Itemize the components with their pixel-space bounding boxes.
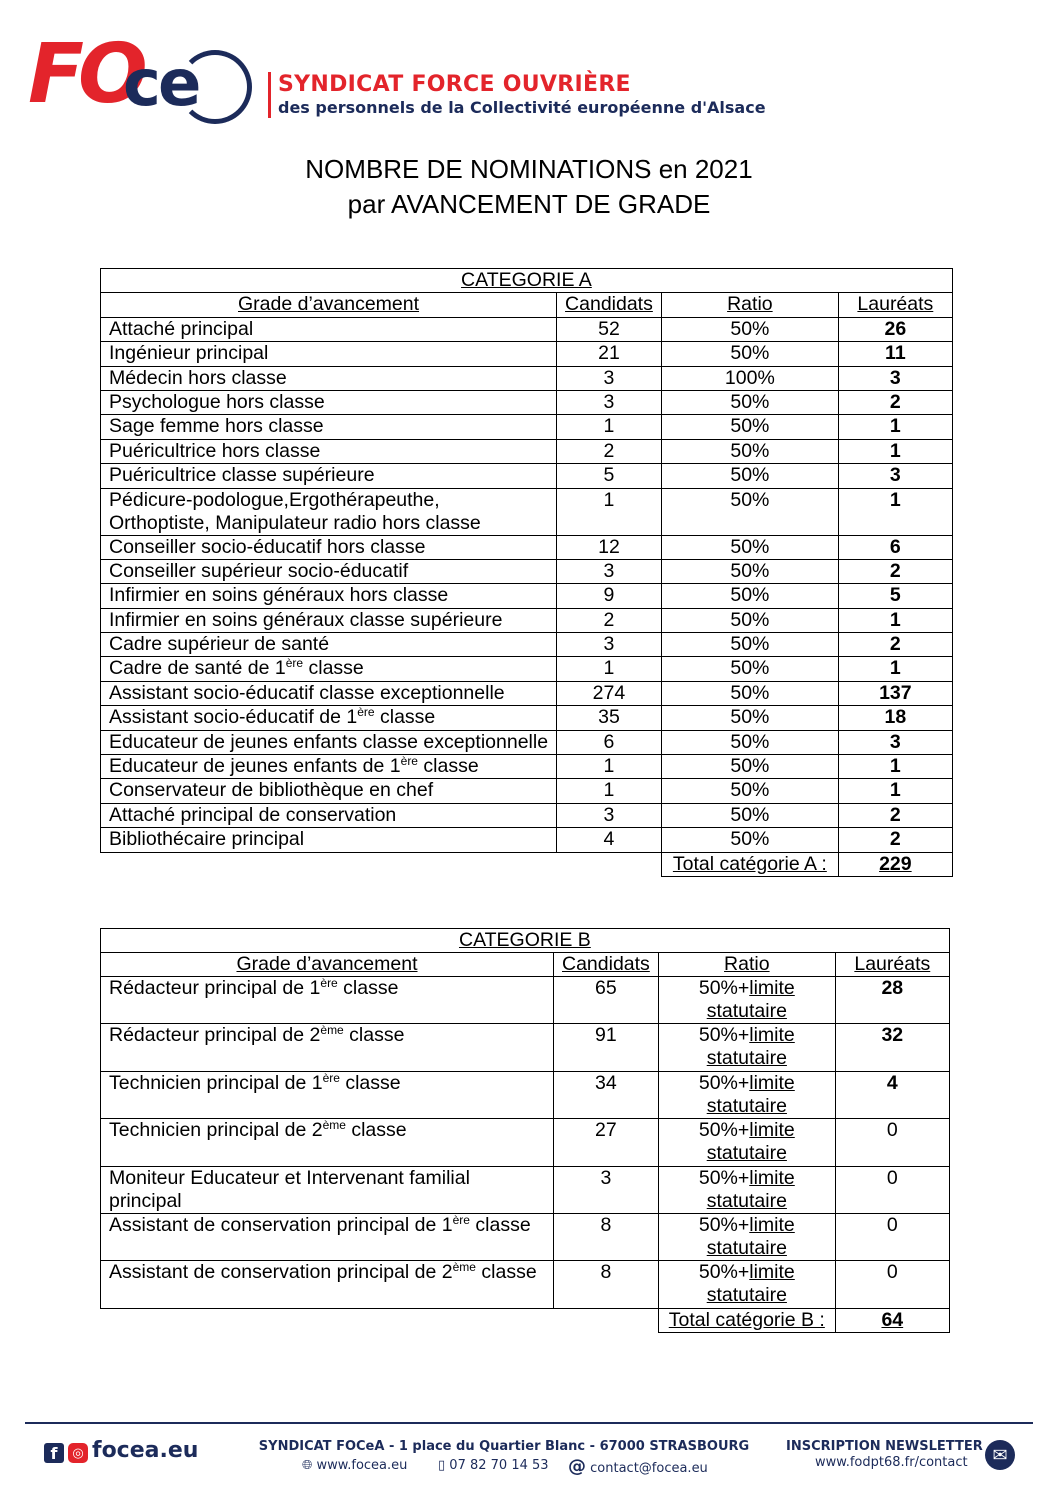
cell-ratio: 50%+limite statutaire	[658, 1213, 835, 1260]
cell-candidats: 27	[554, 1119, 659, 1166]
cell-candidats: 1	[557, 779, 662, 803]
cell-laureats: 5	[838, 584, 952, 608]
header-candidats: Candidats	[554, 953, 659, 977]
cell-grade: Educateur de jeunes enfants de 1ère classe	[101, 755, 557, 779]
facebook-icon[interactable]: f	[44, 1443, 64, 1463]
header-ratio: Ratio	[661, 293, 838, 317]
cell-ratio: 50%	[661, 464, 838, 488]
cell-laureats: 137	[838, 681, 952, 705]
page-title	[0, 152, 1058, 222]
footer-address: SYNDICAT FOCeA - 1 place du Quartier Blanc - 67000 STRASBOURG	[258, 1439, 750, 1454]
table-row	[101, 803, 953, 827]
cell-ratio: 50%	[661, 415, 838, 439]
cell-ratio: 50%	[661, 390, 838, 414]
table-row	[101, 584, 953, 608]
cell-ratio: 50%	[661, 657, 838, 681]
cell-grade: Assistant socio-éducatif de 1ère classe	[101, 706, 557, 730]
table-row	[101, 779, 953, 803]
cell-laureats: 0	[835, 1261, 949, 1308]
footer-email[interactable]: @ contact@focea.eu	[568, 1456, 708, 1477]
table-row	[101, 1261, 950, 1308]
at-icon: @	[568, 1456, 586, 1477]
table-row	[101, 1119, 950, 1166]
cell-candidats: 91	[554, 1024, 659, 1071]
table-a-title: CATEGORIE A	[101, 269, 953, 293]
cell-candidats: 1	[557, 415, 662, 439]
newsletter-label: INSCRIPTION NEWSLETTER	[786, 1439, 983, 1454]
cell-laureats: 1	[838, 657, 952, 681]
cell-candidats: 2	[557, 608, 662, 632]
globe-icon: 🌐︎	[302, 1458, 313, 1473]
cell-candidats: 3	[554, 1166, 659, 1213]
table-row	[101, 366, 953, 390]
table-row	[101, 633, 953, 657]
table-row	[101, 1166, 950, 1213]
cell-candidats: 65	[554, 977, 659, 1024]
cell-laureats: 3	[838, 464, 952, 488]
cell-ratio: 50%	[661, 803, 838, 827]
cell-laureats: 1	[838, 755, 952, 779]
title-line-1: NOMBRE DE NOMINATIONS en 2021	[305, 154, 753, 184]
cell-grade: Infirmier en soins généraux classe supérieure	[101, 608, 557, 632]
table-row	[101, 342, 953, 366]
cell-laureats: 4	[835, 1071, 949, 1118]
cell-ratio: 100%	[661, 366, 838, 390]
cell-grade: Technicien principal de 1ère classe	[101, 1071, 554, 1118]
cell-laureats: 11	[838, 342, 952, 366]
cell-laureats: 2	[838, 828, 952, 852]
table-row	[101, 657, 953, 681]
cell-laureats: 0	[835, 1119, 949, 1166]
table-categorie-a	[100, 268, 953, 877]
cell-candidats: 1	[557, 488, 662, 535]
mail-icon[interactable]: ✉	[985, 1440, 1015, 1470]
cell-grade: Conseiller supérieur socio-éducatif	[101, 559, 557, 583]
header-ratio: Ratio	[658, 953, 835, 977]
cell-grade: Attaché principal de conservation	[101, 803, 557, 827]
table-row	[101, 1071, 950, 1118]
cell-laureats: 2	[838, 559, 952, 583]
cell-laureats: 28	[835, 977, 949, 1024]
total-a-value: 229	[838, 852, 952, 876]
cell-grade: Ingénieur principal	[101, 342, 557, 366]
cell-candidats: 3	[557, 559, 662, 583]
table-row	[101, 730, 953, 754]
cell-laureats: 2	[838, 633, 952, 657]
union-name: SYNDICAT FORCE OUVRIÈRE	[278, 72, 631, 97]
cell-candidats: 2	[557, 439, 662, 463]
cell-laureats: 32	[835, 1024, 949, 1071]
cell-candidats: 34	[554, 1071, 659, 1118]
cell-grade: Infirmier en soins généraux hors classe	[101, 584, 557, 608]
cell-ratio: 50%	[661, 828, 838, 852]
cell-grade: Pédicure-podologue,Ergothérapeuthe, Orthoptiste, Manipulateur radio hors classe	[101, 488, 557, 535]
cell-candidats: 6	[557, 730, 662, 754]
cell-laureats: 3	[838, 730, 952, 754]
cell-ratio: 50%	[661, 559, 838, 583]
footer-divider	[25, 1422, 1033, 1424]
cell-grade: Assistant socio-éducatif classe exceptionnelle	[101, 681, 557, 705]
table-row	[101, 464, 953, 488]
table-row	[101, 415, 953, 439]
table-row	[101, 317, 953, 341]
cell-laureats: 26	[838, 317, 952, 341]
cell-grade: Puéricultrice hors classe	[101, 439, 557, 463]
cell-ratio: 50%+limite statutaire	[658, 977, 835, 1024]
cell-ratio: 50%	[661, 681, 838, 705]
cell-candidats: 12	[557, 535, 662, 559]
header-divider	[268, 72, 271, 118]
cell-ratio: 50%	[661, 633, 838, 657]
table-row	[101, 977, 950, 1024]
cell-ratio: 50%+limite statutaire	[658, 1261, 835, 1308]
cell-ratio: 50%	[661, 755, 838, 779]
header-grade: Grade d’avancement	[101, 293, 557, 317]
cell-grade: Cadre de santé de 1ère classe	[101, 657, 557, 681]
cell-laureats: 1	[838, 608, 952, 632]
table-row	[101, 755, 953, 779]
cell-candidats: 21	[557, 342, 662, 366]
table-row	[101, 535, 953, 559]
cell-candidats: 35	[557, 706, 662, 730]
table-row	[101, 828, 953, 852]
cell-laureats: 3	[838, 366, 952, 390]
cell-candidats: 8	[554, 1261, 659, 1308]
cell-ratio: 50%	[661, 608, 838, 632]
header-candidats: Candidats	[557, 293, 662, 317]
table-row	[101, 1024, 950, 1071]
cell-grade: Assistant de conservation principal de 1ère classe	[101, 1213, 554, 1260]
table-row	[101, 608, 953, 632]
cell-grade: Rédacteur principal de 1ère classe	[101, 977, 554, 1024]
table-row	[101, 439, 953, 463]
total-b-label: Total catégorie B :	[658, 1308, 835, 1332]
table-row	[101, 488, 953, 535]
header-laureats: Lauréats	[835, 953, 949, 977]
cell-laureats: 1	[838, 488, 952, 535]
logo-a-ring-icon	[178, 50, 252, 124]
table-row	[101, 706, 953, 730]
cell-ratio: 50%+limite statutaire	[658, 1166, 835, 1213]
cell-candidats: 3	[557, 390, 662, 414]
header	[28, 27, 788, 125]
table-row	[101, 390, 953, 414]
cell-ratio: 50%	[661, 584, 838, 608]
table-b-title: CATEGORIE B	[101, 929, 950, 953]
cell-ratio: 50%	[661, 342, 838, 366]
header-grade: Grade d’avancement	[101, 953, 554, 977]
total-a-label: Total catégorie A :	[661, 852, 838, 876]
cell-candidats: 1	[557, 755, 662, 779]
cell-grade: Rédacteur principal de 2ème classe	[101, 1024, 554, 1071]
cell-candidats: 3	[557, 366, 662, 390]
cell-grade: Moniteur Educateur et Intervenant familial principal	[101, 1166, 554, 1213]
cell-laureats: 1	[838, 779, 952, 803]
total-b-value: 64	[835, 1308, 949, 1332]
cell-grade: Cadre supérieur de santé	[101, 633, 557, 657]
table-row	[101, 559, 953, 583]
cell-candidats: 1	[557, 657, 662, 681]
table-row	[101, 1213, 950, 1260]
cell-ratio: 50%	[661, 730, 838, 754]
cell-ratio: 50%	[661, 439, 838, 463]
cell-ratio: 50%+limite statutaire	[658, 1071, 835, 1118]
cell-candidats: 52	[557, 317, 662, 341]
cell-candidats: 274	[557, 681, 662, 705]
cell-grade: Educateur de jeunes enfants classe exceptionnelle	[101, 730, 557, 754]
cell-grade: Technicien principal de 2ème classe	[101, 1119, 554, 1166]
cell-ratio: 50%+limite statutaire	[658, 1024, 835, 1071]
logo-cea: ce	[123, 47, 199, 121]
cell-candidats: 8	[554, 1213, 659, 1260]
footer-phone[interactable]: ▯ 07 82 70 14 53	[438, 1458, 549, 1473]
cell-ratio: 50%	[661, 488, 838, 535]
cell-ratio: 50%	[661, 779, 838, 803]
instagram-icon[interactable]: ◎	[68, 1443, 88, 1463]
cell-laureats: 2	[838, 803, 952, 827]
cell-candidats: 3	[557, 803, 662, 827]
union-subtitle: des personnels de la Collectivité européenne d'Alsace	[278, 98, 766, 117]
cell-candidats: 5	[557, 464, 662, 488]
logo-fo: FO	[28, 27, 142, 122]
cell-laureats: 1	[838, 415, 952, 439]
cell-laureats: 1	[838, 439, 952, 463]
table-categorie-b	[100, 928, 950, 1333]
cell-ratio: 50%	[661, 706, 838, 730]
newsletter-url[interactable]: www.fodpt68.fr/contact	[815, 1455, 968, 1470]
cell-grade: Attaché principal	[101, 317, 557, 341]
cell-grade: Sage femme hors classe	[101, 415, 557, 439]
header-laureats: Lauréats	[838, 293, 952, 317]
cell-grade: Assistant de conservation principal de 2ème classe	[101, 1261, 554, 1308]
cell-grade: Conseiller socio-éducatif hors classe	[101, 535, 557, 559]
title-line-2: par AVANCEMENT DE GRADE	[347, 189, 711, 219]
cell-candidats: 9	[557, 584, 662, 608]
cell-ratio: 50%+limite statutaire	[658, 1119, 835, 1166]
table-row	[101, 681, 953, 705]
cell-laureats: 18	[838, 706, 952, 730]
cell-grade: Médecin hors classe	[101, 366, 557, 390]
footer-website[interactable]: 🌐︎ www.focea.eu	[302, 1458, 408, 1473]
phone-icon: ▯	[438, 1458, 446, 1473]
cell-candidats: 4	[557, 828, 662, 852]
footer-brand[interactable]: focea.eu	[92, 1438, 199, 1463]
cell-laureats: 2	[838, 390, 952, 414]
cell-laureats: 0	[835, 1166, 949, 1213]
cell-laureats: 0	[835, 1213, 949, 1260]
cell-laureats: 6	[838, 535, 952, 559]
cell-grade: Bibliothécaire principal	[101, 828, 557, 852]
cell-ratio: 50%	[661, 535, 838, 559]
cell-grade: Conservateur de bibliothèque en chef	[101, 779, 557, 803]
cell-grade: Psychologue hors classe	[101, 390, 557, 414]
cell-grade: Puéricultrice classe supérieure	[101, 464, 557, 488]
cell-candidats: 3	[557, 633, 662, 657]
cell-ratio: 50%	[661, 317, 838, 341]
